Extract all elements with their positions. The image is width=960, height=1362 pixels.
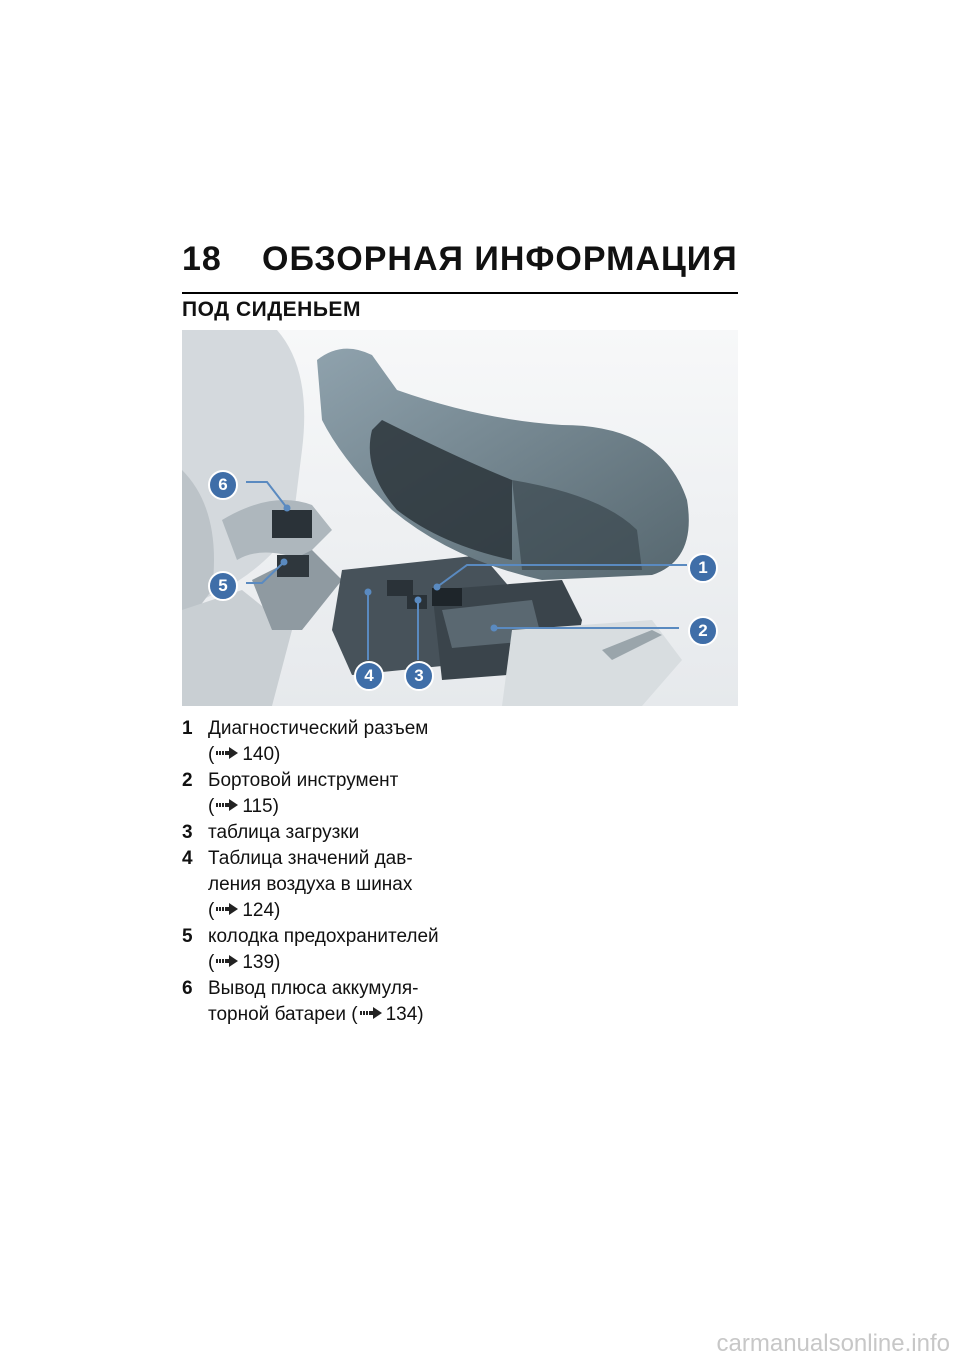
ref-page: 139) — [242, 952, 281, 973]
callout-1: 1 — [688, 553, 718, 583]
watermark: carmanualsonline.info — [716, 1330, 950, 1357]
legend-item-text: ления воздуха в шинах — [208, 874, 413, 895]
callout-4: 4 — [354, 661, 384, 691]
callout-2: 2 — [688, 616, 718, 646]
page-ref-arrow-icon — [216, 747, 238, 759]
page-reference[interactable]: ( 124) — [208, 900, 281, 921]
page-ref-arrow-icon — [360, 1007, 382, 1019]
legend-item-text: торной батареи — [208, 1004, 346, 1025]
legend-item-text: Таблица значений дав- — [208, 848, 413, 869]
page-number: 18 — [182, 240, 222, 278]
legend-item-number: 2 — [182, 770, 193, 791]
legend-item-text: колодка предохранителей — [208, 926, 439, 947]
callout-3: 3 — [404, 661, 434, 691]
chapter-title: ОБЗОРНАЯ ИНФОРМАЦИЯ — [262, 240, 738, 278]
legend-item-number: 3 — [182, 822, 193, 843]
ref-page: 115) — [242, 796, 279, 817]
legend-item-text: Бортовой инструмент — [208, 770, 399, 791]
header-rule — [182, 292, 738, 294]
page-ref-arrow-icon — [216, 799, 238, 811]
page-reference[interactable]: ( 115) — [208, 796, 279, 817]
callout-6: 6 — [208, 470, 238, 500]
legend-item-number: 4 — [182, 848, 193, 869]
legend-item-text: таблица загрузки — [208, 822, 360, 843]
ref-page: 140) — [242, 744, 281, 765]
legend-item — [182, 846, 482, 924]
page-reference[interactable]: ( 139) — [208, 952, 281, 973]
under-seat-figure — [182, 330, 738, 706]
page-reference[interactable]: ( 140) — [208, 744, 281, 765]
page-ref-arrow-icon — [216, 955, 238, 967]
legend-item-text: Диагностический разъем — [208, 718, 429, 739]
ref-page: 124) — [242, 900, 281, 921]
legend-item — [182, 820, 482, 846]
ref-page: 134) — [385, 1004, 424, 1025]
motorcycle-illustration — [182, 330, 738, 706]
legend-item — [182, 716, 482, 768]
legend-list — [182, 716, 482, 1028]
page-reference[interactable]: ( 134) — [351, 1004, 424, 1025]
legend-item — [182, 768, 482, 820]
callout-5: 5 — [208, 571, 238, 601]
legend-item-number: 1 — [182, 718, 193, 739]
legend-item — [182, 976, 482, 1028]
page-ref-arrow-icon — [216, 903, 238, 915]
legend-item-number: 6 — [182, 978, 193, 999]
section-title: ПОД СИДЕНЬЕМ — [182, 298, 361, 321]
legend-item — [182, 924, 482, 976]
legend-item-text: Вывод плюса аккумуля- — [208, 978, 419, 999]
legend-item-number: 5 — [182, 926, 193, 947]
